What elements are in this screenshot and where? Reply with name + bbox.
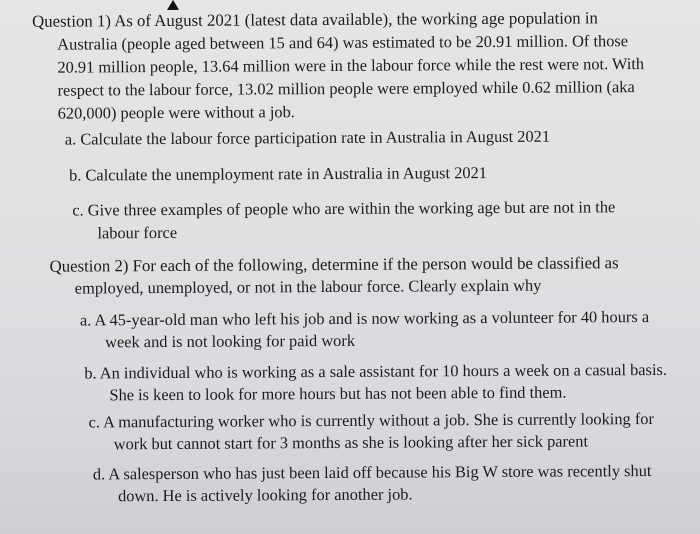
question1-text-line2: Australia (people aged between 15 and 64) was estimated to be 20.91 million. Of those [57,31,629,54]
question2-part-d-line2: down. He is actively looking for another job. [117,484,413,506]
question1-part-b: b. Calculate the unemployment rate in Australia in August 2021 [69,163,488,185]
question1-part-c-line1: c. Give three examples of people who are within the working age but are not in the [72,197,616,220]
question2-part-d-line1: d. A salesperson who has just been laid off because his Big W store was recently shut [92,461,652,484]
question1-part-a: a. Calculate the labour force participation rate in Australia in August 2021 [64,126,551,149]
question2-part-b-line1: b. An individual who is working as a sale assistant for 10 hours a week on a casual basis. [84,359,667,383]
question1-text-line5: 620,000) people were without a job. [57,102,295,123]
question2-part-b-line2: She is keen to look for more hours but has not been able to find them. [109,382,567,405]
question2-part-c-line2: work but cannot start for 3 months as she is looking after her sick parent [113,431,589,454]
question2-part-a-line2: week and is not looking for paid work [105,330,356,352]
question1-text-line3: 20.91 million people, 13.64 million were in the labour force while the rest were not. With [57,54,645,77]
mouse-cursor-icon [167,0,179,10]
question1-part-c-line2: labour force [97,222,178,243]
question2-text-line2: employed, unemployed, or not in the labour force. Clearly explain why [74,275,542,298]
question2-part-a-line1: a. A 45-year-old man who left his job and is now working as a volunteer for 40 hours a [79,307,650,330]
question2-part-c-line1: c. A manufacturing worker who is currently without a job. She is currently looking for [88,409,654,432]
question1-heading-line: Question 1) As of August 2021 (latest data available), the working age population in [32,8,598,31]
question2-heading-line: Question 2) For each of the following, determine if the person would be classified as [49,253,619,276]
question1-text-line4: respect to the labour force, 13.02 million people were employed while 0.62 million (aka [57,77,635,100]
